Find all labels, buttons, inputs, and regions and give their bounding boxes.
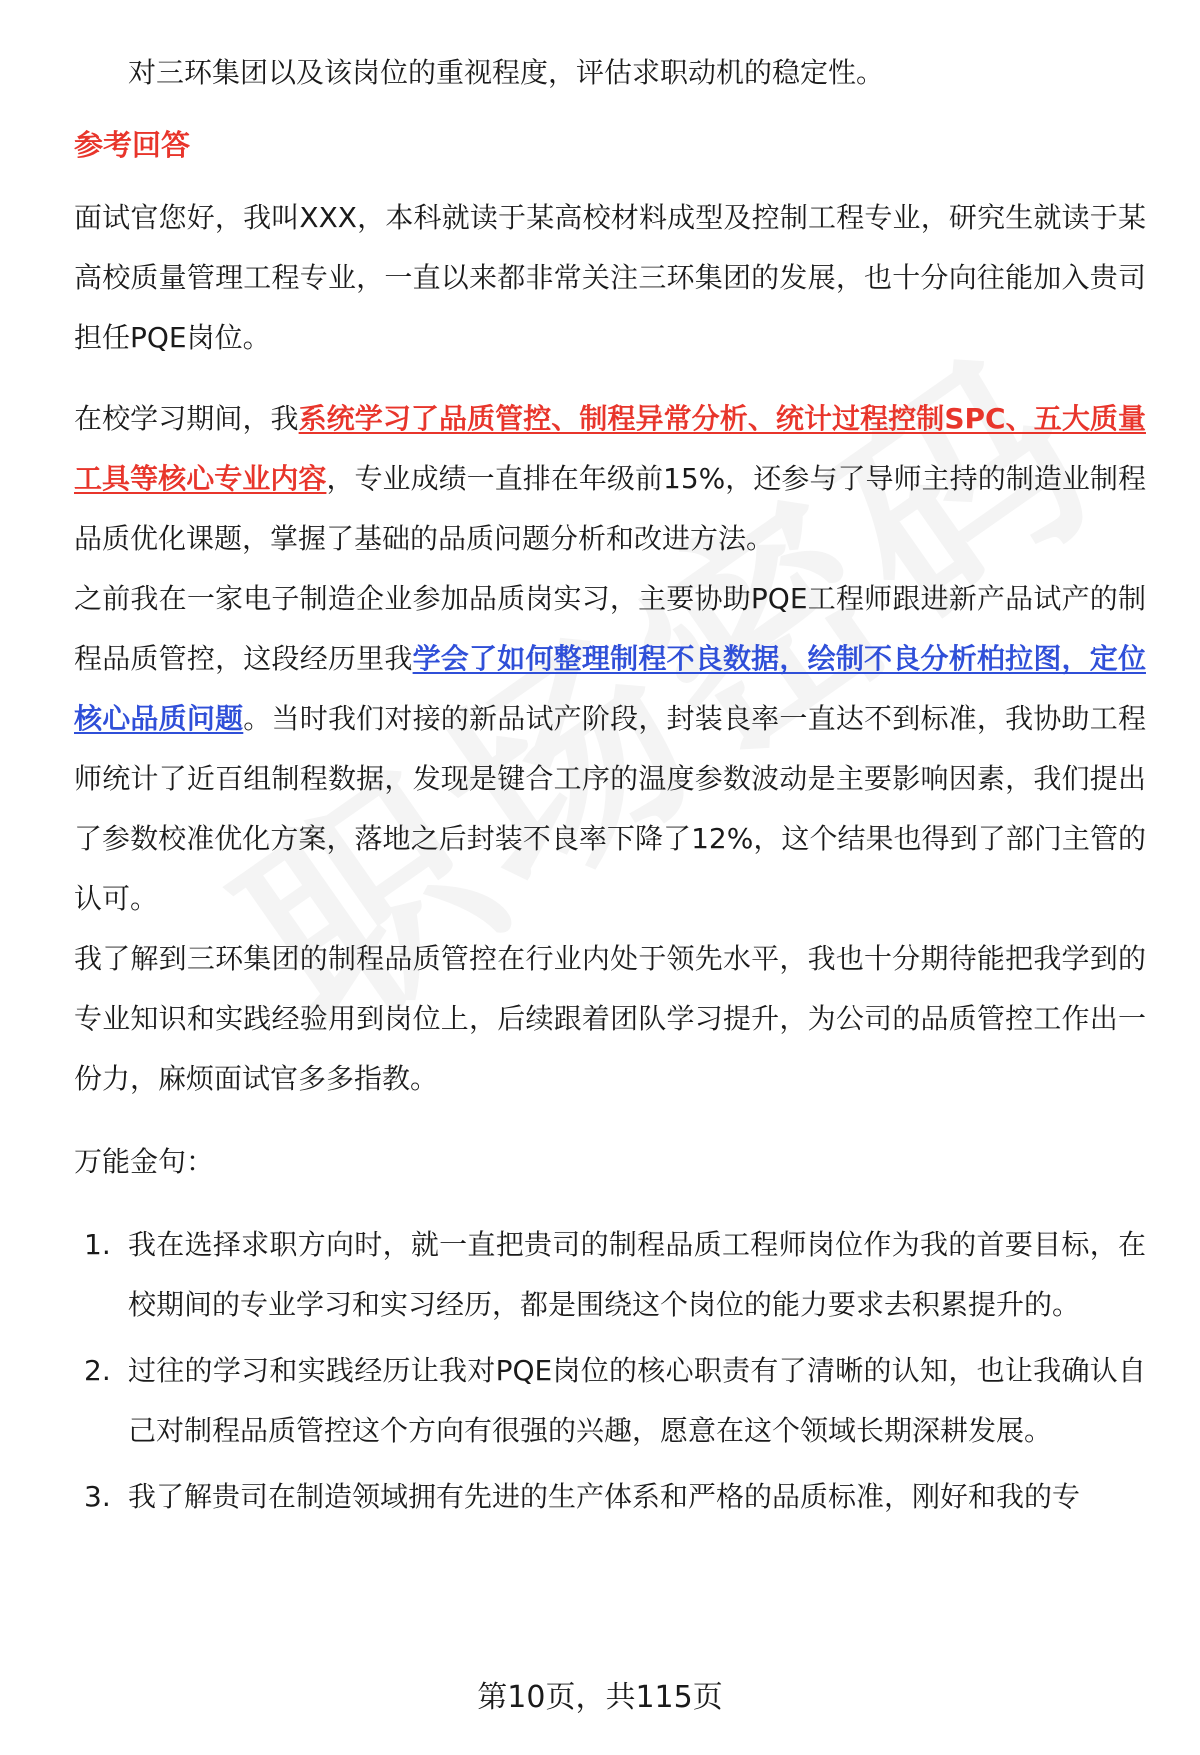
highlight-study: 系统学习了品质管控、制程异常分析、统计过程控制SPC、五大质量工具等核心专业内容 [74, 402, 1146, 495]
paragraph-study-prefix: 在校学习期间，我 [74, 402, 299, 435]
list-item-text: 过往的学习和实践经历让我对PQE岗位的核心职责有了清晰的认知，也让我确认自己对制程品质管控这个方向有很强的兴趣，愿意在这个领域长期深耕发展。 [128, 1354, 1146, 1447]
reference-heading: 参考回答 [74, 128, 191, 162]
intro-continuation: 对三环集团以及该岗位的重视程度，评估求职动机的稳定性。 [128, 56, 885, 89]
paragraph-internship-prefix: 之前我在一家电子制造企业参加品质岗实习，主要协助PQE工程师跟进新产品试产的制程品质管控，这段经历里我 [74, 582, 1146, 675]
paragraph-study-suffix: ，专业成绩一直排在年级前15%，还参与了导师主持的制造业制程品质优化课题，掌握了基础的品质问题分析和改进方法。 [74, 462, 1146, 555]
paragraph-intro: 面试官您好，我叫XXX，本科就读于某高校材料成型及控制工程专业，研究生就读于某高校质量管理工程专业，一直以来都非常关注三环集团的发展，也十分向往能加入贵司担任PQE岗位。 [74, 201, 1146, 354]
page-content [74, 0, 1146, 1527]
paragraph-study [74, 389, 1146, 569]
list-item-text: 我在选择求职方向时，就一直把贵司的制程品质工程师岗位作为我的首要目标，在校期间的专业学习和实习经历，都是围绕这个岗位的能力要求去积累提升的。 [128, 1228, 1146, 1321]
list-item-number: 1. [84, 1228, 111, 1261]
paragraph-closing: 我了解到三环集团的制程品质管控在行业内处于领先水平，我也十分期待能把我学到的专业知识和实践经验用到岗位上，后续跟着团队学习提升，为公司的品质管控工作出一份力，麻烦面试官多多指教。 [74, 942, 1146, 1095]
list-item-number: 2. [84, 1354, 111, 1387]
paragraph-internship-suffix: 。当时我们对接的新品试产阶段，封装良率一直达不到标准，我协助工程师统计了近百组制程数据，发现是键合工序的温度参数波动是主要影响因素，我们提出了参数校准优化方案，落地之后封装不良率下降了12%，这个结果也得到了部门主管的认可。 [74, 702, 1146, 915]
paragraph-internship [74, 569, 1146, 929]
highlight-internship: 学会了如何整理制程不良数据，绘制不良分析柏拉图，定位核心品质问题 [74, 642, 1146, 735]
list-item [74, 1341, 1146, 1461]
golden-phrases-heading: 万能金句： [74, 1145, 215, 1178]
list-item [74, 1215, 1146, 1335]
golden-phrases-list [74, 1215, 1146, 1527]
page-footer: 第10页，共115页 [477, 1680, 723, 1715]
list-item-text: 我了解贵司在制造领域拥有先进的生产体系和严格的品质标准，刚好和我的专 [128, 1480, 1081, 1513]
list-item-number: 3. [84, 1480, 111, 1513]
list-item [74, 1467, 1146, 1527]
